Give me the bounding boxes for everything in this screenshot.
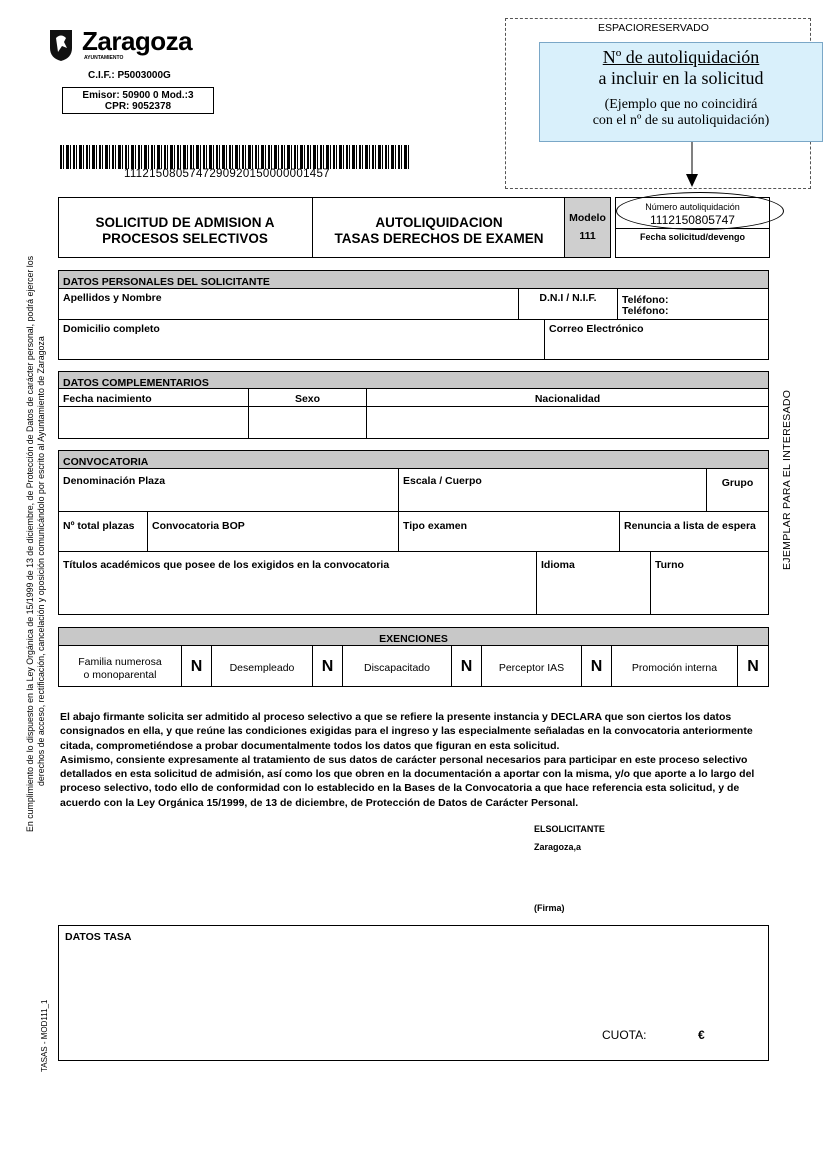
title-divider <box>312 197 313 258</box>
sexo-label: Sexo <box>294 393 321 405</box>
tipo-examen-field[interactable] <box>398 511 620 552</box>
exencion-discapacitado-value[interactable]: N <box>451 645 482 687</box>
emisor-box <box>62 87 214 114</box>
tipo-examen-label: Tipo examen <box>403 520 467 532</box>
denominacion-label: Denominación Plaza <box>63 475 166 487</box>
lion-crest-icon <box>48 28 74 62</box>
grupo-field[interactable] <box>706 468 769 512</box>
barcode <box>60 145 410 169</box>
modelo-value: 111 <box>579 230 596 242</box>
plazas-label: Nº total plazas <box>63 520 135 532</box>
apellidos-label: Apellidos y Nombre <box>63 292 162 304</box>
form-title-line1: SOLICITUD DE ADMISION A <box>95 215 275 230</box>
logo-text: Zaragoza <box>82 26 193 56</box>
num-autoliquidacion-value: 1112150805747 <box>650 213 735 227</box>
telefono-label-2: Teléfono: <box>622 305 669 317</box>
domicilio-field[interactable] <box>58 319 545 360</box>
exencion-familia-label-line1: Familia numerosa <box>78 656 162 668</box>
exencion-desempleado-label: Desempleado <box>229 662 295 674</box>
fecha-devengo-label: Fecha solicitud/devengo <box>639 232 746 242</box>
footer-code: TASAS - MOD111_1 <box>40 999 49 1072</box>
bop-label: Convocatoria BOP <box>152 520 245 532</box>
reserved-note <box>539 42 823 142</box>
reserved-title: ESPACIORESERVADO <box>598 22 709 34</box>
sexo-header <box>248 388 367 407</box>
datos-tasa-header: DATOS TASA <box>65 931 132 943</box>
grupo-label: Grupo <box>721 477 754 489</box>
exencion-promocion-label: Promoción interna <box>631 662 718 674</box>
telefono-field[interactable] <box>617 288 769 320</box>
ejemplar-label: EJEMPLAR PARA EL INTERESADO <box>781 389 793 570</box>
turno-label: Turno <box>655 559 684 571</box>
denominacion-field[interactable] <box>58 468 399 512</box>
arrow-down-icon <box>684 142 700 188</box>
fecha-nacimiento-input[interactable] <box>58 406 249 439</box>
exencion-familia-label-line2: o monoparental <box>83 669 157 681</box>
nacionalidad-label: Nacionalidad <box>534 393 601 405</box>
cuota-currency: € <box>698 1028 705 1042</box>
modelo-label: Modelo <box>569 212 606 224</box>
exencion-ias-value[interactable]: N <box>581 645 612 687</box>
lopd-notice-line1: En cumplimiento de lo dispuesto en la Ley Orgánica de 15/1999 de 13 de diciembre, de Protección de Datos de carácter personal, podrá ejercer los <box>25 255 35 832</box>
exencion-familia-value[interactable]: N <box>181 645 212 687</box>
titulos-label: Títulos académicos que posee de los exigidos en la convocatoria <box>63 559 390 571</box>
modelo-cell <box>564 197 611 258</box>
domicilio-label: Domicilio completo <box>63 323 160 335</box>
firma-label: (Firma) <box>534 903 565 913</box>
logo <box>48 28 208 68</box>
idioma-field[interactable] <box>536 551 651 615</box>
exencion-familia-label <box>59 656 181 682</box>
escala-label: Escala / Cuerpo <box>403 475 482 487</box>
sexo-input[interactable] <box>248 406 367 439</box>
declaration-paragraph-1: El abajo firmante solicita ser admitido al proceso selectivo a que se refiere la presente instancia y DECLARA que son ciertos los datos consignados en ella, y que reúne las condiciones exigidas para el ingreso y las especialmente señaladas en la convocatoria anteriormente citada, comprometiéndose a probar documentalmente todos los datos que figuran en esta solicitud. <box>60 711 753 752</box>
bop-field[interactable] <box>147 511 399 552</box>
declaration-text <box>60 710 772 810</box>
solicitante-label: ELSOLICITANTE <box>534 824 605 834</box>
logo-subtext: AYUNTAMIENTO <box>84 55 124 61</box>
renuncia-field[interactable] <box>619 511 769 552</box>
correo-label: Correo Electrónico <box>549 323 644 335</box>
reserved-line4: con el nº de su autoliquidación) <box>592 113 770 128</box>
dni-field[interactable] <box>518 288 618 320</box>
declaration-paragraph-2: Asimismo, consiente expresamente al tratamiento de sus datos de carácter personal necesarios para participar en este proceso selectivo detallados en esta solicitud de admisión, así como los que obren en la documentación a aportar con la misma, y/o que aporte a lo largo del proceso selectivo, todo ello de conformidad con lo establecido en la Bases de la Convocatoria a que hace referencia esta solicitud, y de acuerdo con la Ley Orgánica 15/1999, de 13 de diciembre, de Protección de Datos de Carácter Personal. <box>60 753 755 809</box>
cuota-label: CUOTA: <box>602 1028 647 1042</box>
lugar-label: Zaragoza,a <box>534 842 582 852</box>
cif-label: C.I.F.: P5003000G <box>88 70 171 81</box>
lopd-notice-line2: derechos de acceso, rectificación, cancelación y oposición comunicándolo por escrito al Ayuntamiento de Zaragoza <box>36 336 46 786</box>
fecha-nacimiento-header <box>58 388 249 407</box>
idioma-label: Idioma <box>541 559 575 571</box>
form-title <box>60 215 310 247</box>
reserved-line2: a incluir en la solicitud <box>598 68 764 88</box>
form-title-line2: PROCESOS SELECTIVOS <box>102 231 268 246</box>
apellidos-field[interactable] <box>58 288 519 320</box>
escala-field[interactable] <box>398 468 707 512</box>
datos-tasa-box <box>58 925 769 1061</box>
nacionalidad-header <box>366 388 769 407</box>
exenciones-header: EXENCIONES <box>58 627 769 646</box>
telefono-label-1: Teléfono: <box>622 294 669 306</box>
exencion-discapacitado-label: Discapacitado <box>364 662 430 674</box>
titulos-field[interactable] <box>58 551 537 615</box>
reserved-line3: (Ejemplo que no coincidirá <box>604 97 758 112</box>
nacionalidad-input[interactable] <box>366 406 769 439</box>
dni-label: D.N.I / N.I.F. <box>539 292 597 304</box>
form-subtitle-line1: AUTOLIQUIDACION <box>375 215 503 230</box>
cpr-line: CPR: 9052378 <box>104 101 172 112</box>
turno-field[interactable] <box>650 551 769 615</box>
form-subtitle <box>314 215 564 247</box>
complementarios-header: DATOS COMPLEMENTARIOS <box>58 371 769 389</box>
correo-field[interactable] <box>544 319 769 360</box>
reserved-line1: Nº de autoliquidación <box>602 47 760 67</box>
renuncia-label: Renuncia a lista de espera <box>624 520 756 532</box>
personal-header: DATOS PERSONALES DEL SOLICITANTE <box>58 270 769 289</box>
exencion-promocion-value[interactable]: N <box>737 645 769 687</box>
form-subtitle-line2: TASAS DERECHOS DE EXAMEN <box>334 231 544 246</box>
exencion-desempleado-value[interactable]: N <box>312 645 343 687</box>
num-autoliquidacion-label: Número autoliquidación <box>645 202 740 212</box>
fecha-nacimiento-label: Fecha nacimiento <box>63 393 152 405</box>
exencion-ias-label: Perceptor IAS <box>498 662 565 674</box>
plazas-field[interactable] <box>58 511 148 552</box>
emisor-line: Emisor: 50900 0 Mod.:3 <box>82 90 194 101</box>
barcode-number: 1112150805747290920150000001457 <box>124 168 330 180</box>
convocatoria-header: CONVOCATORIA <box>58 450 769 469</box>
